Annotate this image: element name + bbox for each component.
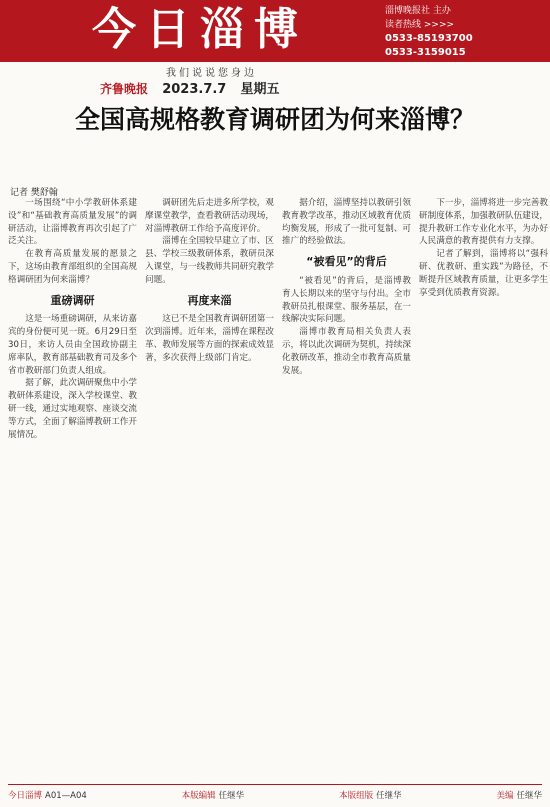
paragraph: 一场围绕“中小学教研体系建设”和“基础教育高质量发展”的调研活动，让淄博教育再次引起了广泛关注。: [8, 198, 137, 247]
masthead: [0, 0, 550, 62]
subheading-1: 重磅调研: [50, 293, 95, 307]
article-body: [8, 197, 548, 775]
paragraph: 这是一场重磅调研，从来访嘉宾的身份便可见一斑。6月29日至30日，来访人员由全国政协副主席率队，教育部基础教育司及多个省市教研部门负责人组成。: [8, 314, 137, 376]
brand-tagline: 我们说说您身边: [166, 68, 257, 79]
footer-item: 本版组版 任继华: [339, 791, 402, 801]
paragraph: “被看见”的背后，是淄博教育人长期以来的坚守与付出。全市教研员扎根课堂、服务基层，在一线解决实际问题。: [282, 275, 411, 325]
article-column-2: [145, 197, 274, 775]
page-footer: [8, 784, 542, 801]
footer-item: 本版编辑 任继华: [181, 791, 245, 801]
issue-date: 2023.7.7: [162, 82, 227, 97]
subheading-3: “被看见”的背后: [306, 255, 387, 269]
paragraph: 在教育高质量发展的愿景之下，这场由教育部组织的全国高规格调研团为何来淄博？: [8, 249, 137, 285]
info-hotline-label: 读者热线 >>>>: [385, 20, 455, 30]
paragraph: 调研团先后走进多所学校，观摩课堂教学，查看教研活动现场，对淄博教研工作给予高度评价。: [145, 198, 274, 234]
brand-title: 今日淄博: [92, 4, 308, 55]
dateline: [100, 78, 290, 97]
paper-name: 齐鲁晚报: [100, 82, 149, 96]
footer-item: 今日淄博 A01—A04: [8, 791, 87, 801]
article-headline: 全国高规格教育调研团为何来淄博？: [74, 105, 475, 134]
info-phone-2: 0533-3159015: [385, 47, 466, 58]
article-column-1: [8, 197, 137, 775]
article-byline: 记者 樊舒翰: [10, 188, 58, 198]
paragraph: 淄博市教育局相关负责人表示，将以此次调研为契机，持续深化教研改革，推动全市教育高质量发展。: [282, 327, 411, 376]
info-phone-1: 0533-85193700: [385, 33, 473, 44]
paragraph: 据介绍，淄博坚持以教研引领教育教学改革，推动区域教育优质均衡发展，形成了一批可复制、可推广的经验做法。: [282, 198, 411, 247]
paragraph: 记者了解到，淄博将以“强科研、优教研、重实践”为路径，不断提升区域教育质量，让更多学生享受到优质教育资源。: [419, 249, 548, 298]
subheading-2: 再度来淄: [187, 293, 232, 307]
paragraph: 下一步，淄博将进一步完善教研制度体系，加强教研队伍建设，提升教研工作专业化水平，为办好人民满意的教育提供有力支撑。: [419, 198, 548, 247]
paragraph: 这已不是全国教育调研团第一次到淄博。近年来，淄博在课程改革、教师发展等方面的探索成效显著，多次获得上级部门肯定。: [145, 314, 274, 363]
article-column-3: [282, 197, 411, 775]
article-column-4: [419, 197, 548, 775]
issue-weekday: 星期五: [240, 82, 280, 97]
reader-hotline-box: [385, 4, 545, 58]
paragraph: 据了解，此次调研聚焦中小学教研体系建设，深入学校课堂、教研一线，通过实地观察、座谈交流等方式，全面了解淄博教研工作开展情况。: [8, 378, 137, 440]
footer-item: 美编 任继华: [496, 791, 542, 801]
paragraph: 淄博在全国较早建立了市、区县、学校三级教研体系，教研员深入课堂，与一线教师共同研究教学问题。: [145, 236, 274, 285]
info-publisher: 淄博晚报社 主办: [385, 6, 451, 16]
